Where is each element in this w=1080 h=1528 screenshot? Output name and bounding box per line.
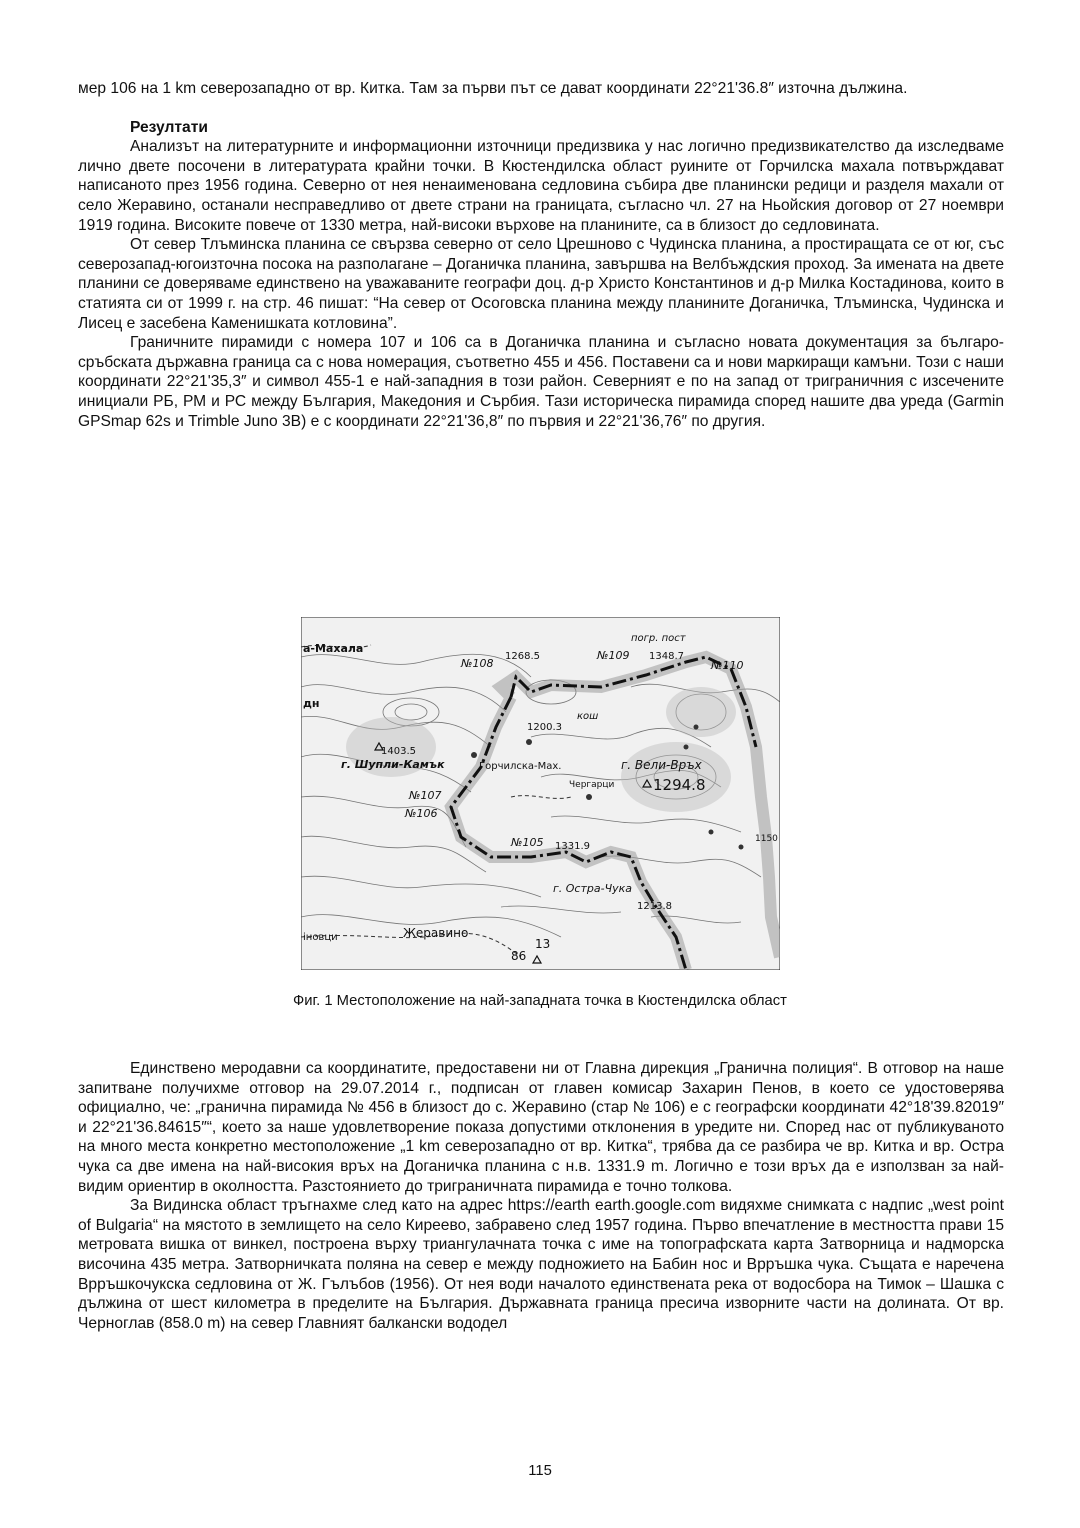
map-label-mahala: а-Махала [303, 642, 364, 655]
page-number: 115 [528, 1463, 552, 1479]
map-label-h1331: 1331.9 [555, 841, 590, 852]
text-block-top [78, 79, 1004, 431]
paragraph-vidin: За Видинска област тръгнахме след като на адрес https://earth earth.google.com видяхме снимката с надпис „west point of Bulgaria“ на мястото в землището на село Киреево, забравено след 1957 година. Първо впечатление в местността прави 15 метровата вишка от винкел, построена върху триангулачната точка с име на топографската карта Затворница и надморска височина 435 метра. Затворничката поляна на север е между подножието на Бабин нос и Врръшка чука. Същата е наречена Врръшкочукска седловина от Ж. Гълъбов (1956). От нея води началото единствената река от водосбора на Тимок – Шашка с дължина от шест километра в пределите на България. Държавната граница пресича изворните части на долината. От вр. Черноглав (858.0 m) на север Главният балкански вододел [78, 1197, 1004, 1332]
paragraph-analysis: Анализът на литературните и информационни източници предизвика у нас логично предизвикателство да изследваме лично двете посочени в литературата крайни точки. В Кюстендилска област руините от Горчилска махала потвърждават написаното през 1956 година. Северно от нея ненаименована седловина събира две планински редици и разделя махали от село Жеравино, останали несправедливо от двете страни на границата, съгласно чл. 27 на Ньойския договор от 27 ноември 1919 година. Високите повече от 1330 метра, най-високи върхове на планините, са в близост до седловината. [78, 138, 1004, 234]
map-label-kosh: кош [577, 711, 599, 722]
paragraph-mountains: От север Тлъминска планина се свързва северно от село Црешново с Чудинска планина, а простиращата се от юг, със северозапад-югоизточна посока на разполагане – Доганичка планина, завършва на Велбъждския проход. За имената на двете планини се доверяваме единствено на уважаваните географи доц. д-р Христо Константинов и д-р Милка Костадинова, които в статията си от 1999 г. на стр. 46 пишат: “На север от Осоговска планина между планините Доганичка, Тлъминска, Чудинска и Лисец е засебена Каменишката котловина”. [78, 236, 1004, 332]
map-label-h1200: 1200.3 [527, 722, 562, 733]
map-label-chergarci: Чергарци [569, 780, 615, 790]
topographic-map-figure [301, 617, 780, 970]
section-heading-results: Резултати [130, 118, 208, 136]
map-label-h1348: 1348.7 [649, 651, 684, 662]
map-label-n108: №108 [461, 657, 494, 670]
text-block-bottom [78, 1059, 1004, 1333]
map-label-n109: №109 [597, 649, 630, 662]
map-label-n105: №105 [511, 836, 544, 849]
map-label-vrah: г. Вели-Връх [621, 758, 702, 772]
map-label-dn: дн [303, 697, 320, 710]
map-label-h1268: 1268.5 [505, 651, 540, 662]
map-label-jer: Жеравино [403, 926, 469, 940]
map-label-h1213: 1213.8 [637, 901, 672, 912]
paragraph-border-police: Единствено меродавни са координатите, предоставени ни от Главна дирекция „Гранична полиция“. В отговор на наше запитване получихме отговор на 29.07.2014 г., подписан от главен комисар Захарин Пенов, в което се удостоверява официално, че: „гранична пирамида № 456 в близост до с. Жеравино (стар № 106) е с географски координати 42°18'39.82019″ и 22°21'36.84615″“, което за наше удовлетворение показа допустими отклонения в уредите ни. Според нас от публикуваното на много места конкретно местоположение „1 km северозападно от вр. Китка“, трябва да се разбира че вр. Китка и вр. Остра чука са две имена на най-високия връх на Доганичка планина с н.в. 1331.9 m. Логично е този връх да е използван за най-видим ориентир в околността. Разстоянието до триграничната пирамида е точно толкова. [78, 1060, 1004, 1195]
map-label-n110: №110 [711, 659, 744, 672]
map-label-h1294: 1294.8 [653, 776, 706, 794]
map-label-inovci: іновци [303, 932, 338, 943]
map-label-pogr: погр. пост [631, 633, 686, 644]
map-label-n107: №107 [409, 789, 442, 802]
map-label-shupli: г. Шупли-Камък [341, 758, 445, 771]
paragraph-pyramids: Граничните пирамиди с номера 107 и 106 са в Доганичка планина и съгласно новата документация за българо-сръбската държавна граница са с нова номерация, съответно 455 и 456. Поставени са и нови маркиращи камъни. Този с наши координати 22°21'35,3″ и символ 455-1 е най-западния в този район. Северният е по на запад от триграничния с изсечените инициали РБ, РМ и РС между България, Македония и Сърбия. Тази историческа пирамида според нашите два уреда (Garmin GPSmap 62s и Trimble Juno 3B) е с координати 22°21'36,8″ по първия и 22°21'36,76″ по другия. [78, 334, 1004, 430]
map-label-ostra: г. Остра-Чука [553, 882, 633, 895]
paragraph-continuation: мер 106 на 1 km северозападно от вр. Китка. Там за първи път се дават координати 22°21'36.8″ източна дължина. [78, 80, 908, 97]
map-label-n13: 13 [535, 937, 551, 951]
map-label-gorch: Горчилска-Мах. [479, 761, 562, 772]
figure-caption: Фиг. 1 Местоположение на най-западната точка в Кюстендилска област [293, 993, 787, 1009]
map-label-h1150: 1150 [755, 834, 778, 844]
map-label-n86: 86 [511, 949, 527, 963]
map-label-h1403: 1403.5 [381, 746, 416, 757]
map-label-n106: №106 [405, 807, 438, 820]
